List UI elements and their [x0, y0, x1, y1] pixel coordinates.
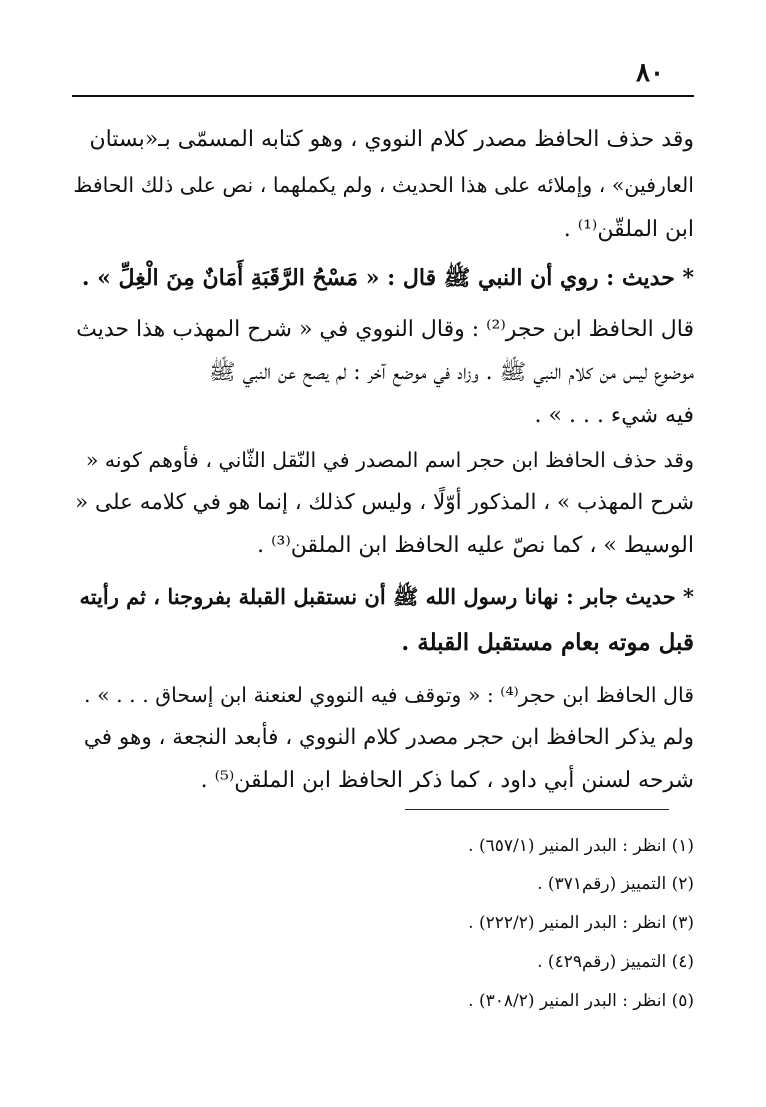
footnote: (١) انظر : البدر المنير (٦٥٧/١) .: [468, 836, 694, 856]
text-line: شرحه لسنن أبي داود ، كما ذكر الحافظ ابن الملقن⁽⁵⁾ .: [200, 768, 694, 793]
footnote-rule: [405, 809, 669, 810]
text-line: العارفين» ، وإملائه على هذا الحديث ، ولم يكملهما ، نص على ذلك الحافظ: [73, 173, 694, 197]
text-line: وقد حذف الحافظ ابن حجر اسم المصدر في النّقل الثّاني ، فأوهم كونه «: [85, 448, 694, 472]
text-line: شرح المهذب » ، المذكور أوّلًا ، وليس كذلك ، إنما هو في كلامه على «: [75, 490, 694, 515]
header-rule: [72, 95, 694, 97]
text-line: الوسيط » ، كما نصّ عليه الحافظ ابن الملقن⁽³⁾ .: [257, 533, 694, 558]
footnote: (٢) التمييز (رقم٣٧١) .: [537, 874, 694, 894]
hadith-heading: * حديث جابر : نهانا رسول الله ﷺ أن نستقبل القبلة بفروجنا ، ثم رأيته: [79, 584, 694, 609]
hadith-heading: قبل موته بعام مستقبل القبلة .: [401, 629, 694, 656]
text-line: ابن الملقّن⁽¹⁾ .: [563, 217, 694, 242]
text-line: ولم يذكر الحافظ ابن حجر مصدر كلام النووي ، فأبعد النجعة ، وهو في: [83, 725, 694, 750]
footnote: (٤) التمييز (رقم٤٢٩) .: [537, 952, 694, 972]
hadith-heading: * حديث : روي أن النبي ﷺ قال : « مَسْحُ الرَّقَبَةِ أَمَانٌ مِنَ الْغِلِّ » .: [81, 265, 694, 291]
text-line: قال الحافظ ابن حجر⁽²⁾ : وقال النووي في « شرح المهذب هذا حديث: [76, 317, 694, 342]
text-line: قال الحافظ ابن حجر⁽⁴⁾ : « وتوقف فيه النووي لعنعنة ابن إسحاق . . . » .: [84, 683, 694, 707]
footnote: (٥) انظر : البدر المنير (٣٠٨/٢) .: [468, 991, 694, 1011]
text-line: موضوع ليس من كلام النبي ﷺ . وزاد في موضع آخر : لم يصح عن النبي ﷺ: [209, 360, 694, 385]
text-line: فيه شيء . . . » .: [534, 403, 694, 428]
page-number: ٨٠: [636, 58, 664, 88]
footnote: (٣) انظر : البدر المنير (٢٢٢/٢) .: [468, 913, 694, 933]
text-line: وقد حذف الحافظ مصدر كلام النووي ، وهو كتابه المسمّى بـ«بستان: [89, 127, 694, 152]
